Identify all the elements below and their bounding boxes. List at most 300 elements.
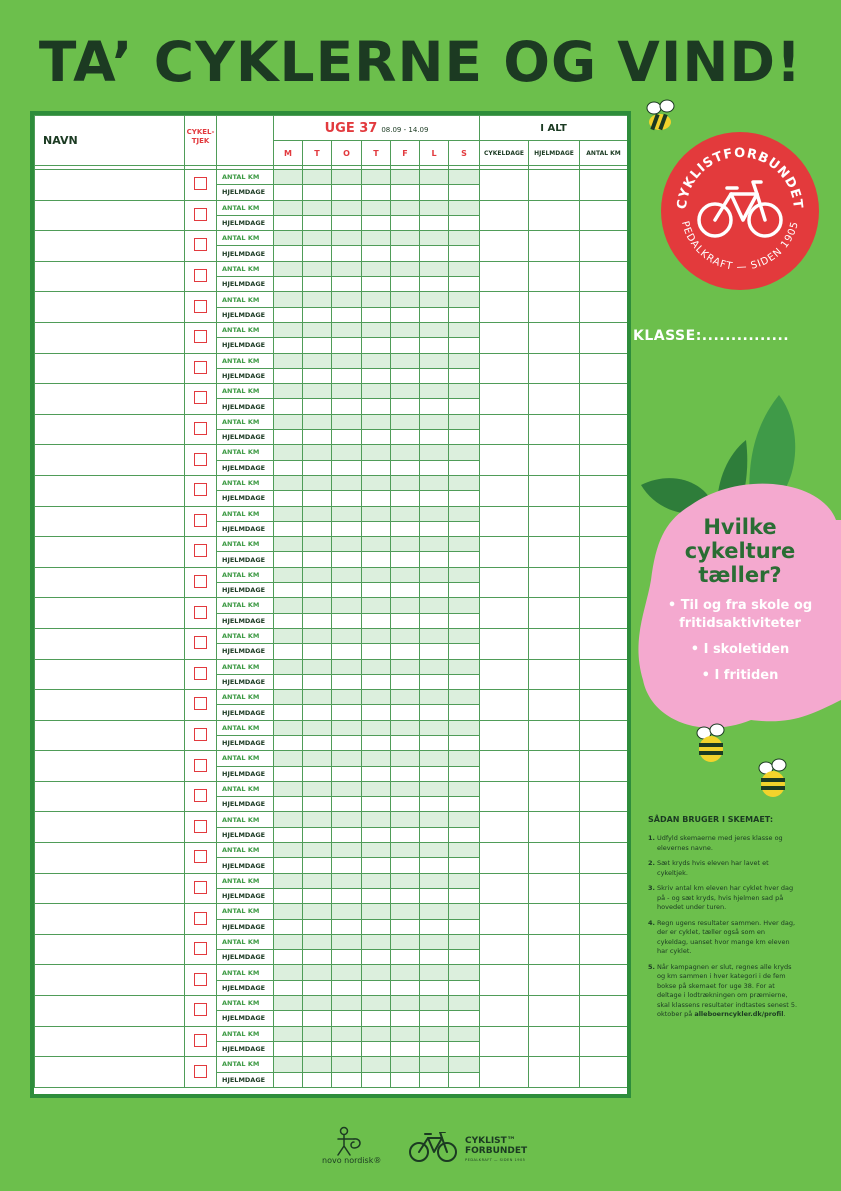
bike-check-checkbox[interactable]	[194, 606, 207, 619]
total-helmet-days-cell[interactable]	[529, 996, 580, 1027]
km-day-cell[interactable]	[391, 751, 420, 766]
student-name-cell[interactable]	[35, 598, 185, 629]
helmet-day-cell[interactable]	[391, 919, 420, 934]
helmet-day-cell[interactable]	[362, 613, 391, 628]
km-day-cell[interactable]	[274, 628, 303, 643]
helmet-day-cell[interactable]	[332, 491, 362, 506]
helmet-day-cell[interactable]	[449, 950, 480, 965]
helmet-day-cell[interactable]	[420, 644, 449, 659]
km-day-cell[interactable]	[420, 1026, 449, 1041]
student-name-cell[interactable]	[35, 904, 185, 935]
student-name-cell[interactable]	[35, 506, 185, 537]
helmet-day-cell[interactable]	[303, 1041, 332, 1056]
km-day-cell[interactable]	[303, 934, 332, 949]
bike-check-checkbox[interactable]	[194, 1003, 207, 1016]
km-day-cell[interactable]	[332, 445, 362, 460]
km-day-cell[interactable]	[391, 934, 420, 949]
km-day-cell[interactable]	[391, 384, 420, 399]
student-name-cell[interactable]	[35, 690, 185, 721]
total-bike-days-cell[interactable]	[480, 261, 529, 292]
helmet-day-cell[interactable]	[332, 858, 362, 873]
helmet-day-cell[interactable]	[449, 338, 480, 353]
km-day-cell[interactable]	[420, 781, 449, 796]
km-day-cell[interactable]	[303, 475, 332, 490]
km-day-cell[interactable]	[303, 812, 332, 827]
helmet-day-cell[interactable]	[274, 858, 303, 873]
km-day-cell[interactable]	[274, 231, 303, 246]
helmet-day-cell[interactable]	[303, 215, 332, 230]
helmet-day-cell[interactable]	[362, 1041, 391, 1056]
km-day-cell[interactable]	[449, 322, 480, 337]
km-day-cell[interactable]	[391, 506, 420, 521]
total-km-cell[interactable]	[580, 628, 627, 659]
helmet-day-cell[interactable]	[391, 399, 420, 414]
km-day-cell[interactable]	[362, 1026, 391, 1041]
km-day-cell[interactable]	[362, 751, 391, 766]
total-km-cell[interactable]	[580, 200, 627, 231]
km-day-cell[interactable]	[303, 751, 332, 766]
helmet-day-cell[interactable]	[274, 674, 303, 689]
km-day-cell[interactable]	[274, 720, 303, 735]
km-day-cell[interactable]	[420, 322, 449, 337]
student-name-cell[interactable]	[35, 996, 185, 1027]
km-day-cell[interactable]	[420, 904, 449, 919]
helmet-day-cell[interactable]	[303, 674, 332, 689]
km-day-cell[interactable]	[362, 781, 391, 796]
km-day-cell[interactable]	[449, 598, 480, 613]
helmet-day-cell[interactable]	[362, 980, 391, 995]
helmet-day-cell[interactable]	[303, 888, 332, 903]
helmet-day-cell[interactable]	[332, 950, 362, 965]
km-day-cell[interactable]	[332, 537, 362, 552]
total-helmet-days-cell[interactable]	[529, 904, 580, 935]
student-name-cell[interactable]	[35, 231, 185, 262]
km-day-cell[interactable]	[274, 261, 303, 276]
helmet-day-cell[interactable]	[362, 950, 391, 965]
bike-check-checkbox[interactable]	[194, 208, 207, 221]
helmet-day-cell[interactable]	[449, 827, 480, 842]
km-day-cell[interactable]	[391, 200, 420, 215]
total-km-cell[interactable]	[580, 720, 627, 751]
km-day-cell[interactable]	[420, 445, 449, 460]
helmet-day-cell[interactable]	[391, 888, 420, 903]
helmet-day-cell[interactable]	[274, 368, 303, 383]
helmet-day-cell[interactable]	[332, 399, 362, 414]
helmet-day-cell[interactable]	[362, 215, 391, 230]
helmet-day-cell[interactable]	[332, 277, 362, 292]
total-km-cell[interactable]	[580, 812, 627, 843]
km-day-cell[interactable]	[362, 720, 391, 735]
km-day-cell[interactable]	[274, 659, 303, 674]
km-day-cell[interactable]	[449, 934, 480, 949]
km-day-cell[interactable]	[391, 873, 420, 888]
helmet-day-cell[interactable]	[303, 430, 332, 445]
bike-check-checkbox[interactable]	[194, 728, 207, 741]
student-name-cell[interactable]	[35, 445, 185, 476]
km-day-cell[interactable]	[332, 475, 362, 490]
bike-check-checkbox[interactable]	[194, 300, 207, 313]
bike-check-checkbox[interactable]	[194, 483, 207, 496]
km-day-cell[interactable]	[362, 414, 391, 429]
helmet-day-cell[interactable]	[420, 1011, 449, 1026]
student-name-cell[interactable]	[35, 475, 185, 506]
helmet-day-cell[interactable]	[420, 674, 449, 689]
helmet-day-cell[interactable]	[332, 430, 362, 445]
helmet-day-cell[interactable]	[449, 888, 480, 903]
km-day-cell[interactable]	[332, 1026, 362, 1041]
km-day-cell[interactable]	[449, 751, 480, 766]
km-day-cell[interactable]	[332, 659, 362, 674]
helmet-day-cell[interactable]	[391, 674, 420, 689]
km-day-cell[interactable]	[420, 231, 449, 246]
helmet-day-cell[interactable]	[449, 185, 480, 200]
km-day-cell[interactable]	[420, 292, 449, 307]
helmet-day-cell[interactable]	[332, 613, 362, 628]
helmet-day-cell[interactable]	[391, 858, 420, 873]
helmet-day-cell[interactable]	[449, 613, 480, 628]
bike-check-checkbox[interactable]	[194, 1065, 207, 1078]
helmet-day-cell[interactable]	[362, 766, 391, 781]
helmet-day-cell[interactable]	[420, 460, 449, 475]
student-name-cell[interactable]	[35, 812, 185, 843]
helmet-day-cell[interactable]	[274, 705, 303, 720]
km-day-cell[interactable]	[332, 170, 362, 185]
km-day-cell[interactable]	[449, 843, 480, 858]
km-day-cell[interactable]	[391, 261, 420, 276]
km-day-cell[interactable]	[332, 690, 362, 705]
km-day-cell[interactable]	[420, 843, 449, 858]
student-name-cell[interactable]	[35, 720, 185, 751]
helmet-day-cell[interactable]	[420, 797, 449, 812]
helmet-day-cell[interactable]	[303, 980, 332, 995]
total-km-cell[interactable]	[580, 506, 627, 537]
helmet-day-cell[interactable]	[449, 583, 480, 598]
helmet-day-cell[interactable]	[362, 705, 391, 720]
km-day-cell[interactable]	[391, 598, 420, 613]
helmet-day-cell[interactable]	[420, 827, 449, 842]
km-day-cell[interactable]	[449, 292, 480, 307]
km-day-cell[interactable]	[449, 965, 480, 980]
total-km-cell[interactable]	[580, 843, 627, 874]
total-bike-days-cell[interactable]	[480, 475, 529, 506]
total-km-cell[interactable]	[580, 751, 627, 782]
km-day-cell[interactable]	[362, 506, 391, 521]
km-day-cell[interactable]	[449, 475, 480, 490]
helmet-day-cell[interactable]	[449, 735, 480, 750]
helmet-day-cell[interactable]	[391, 277, 420, 292]
helmet-day-cell[interactable]	[362, 1072, 391, 1087]
total-km-cell[interactable]	[580, 690, 627, 721]
helmet-day-cell[interactable]	[303, 583, 332, 598]
total-helmet-days-cell[interactable]	[529, 598, 580, 629]
total-helmet-days-cell[interactable]	[529, 292, 580, 323]
total-bike-days-cell[interactable]	[480, 873, 529, 904]
km-day-cell[interactable]	[449, 873, 480, 888]
helmet-day-cell[interactable]	[420, 735, 449, 750]
helmet-day-cell[interactable]	[303, 491, 332, 506]
helmet-day-cell[interactable]	[391, 766, 420, 781]
km-day-cell[interactable]	[391, 812, 420, 827]
km-day-cell[interactable]	[449, 720, 480, 735]
helmet-day-cell[interactable]	[420, 491, 449, 506]
total-bike-days-cell[interactable]	[480, 781, 529, 812]
km-day-cell[interactable]	[274, 475, 303, 490]
helmet-day-cell[interactable]	[303, 827, 332, 842]
total-helmet-days-cell[interactable]	[529, 934, 580, 965]
km-day-cell[interactable]	[420, 751, 449, 766]
helmet-day-cell[interactable]	[420, 368, 449, 383]
total-bike-days-cell[interactable]	[480, 751, 529, 782]
km-day-cell[interactable]	[420, 628, 449, 643]
km-day-cell[interactable]	[391, 781, 420, 796]
km-day-cell[interactable]	[362, 598, 391, 613]
helmet-day-cell[interactable]	[420, 705, 449, 720]
helmet-day-cell[interactable]	[274, 1041, 303, 1056]
helmet-day-cell[interactable]	[332, 583, 362, 598]
km-day-cell[interactable]	[449, 996, 480, 1011]
km-day-cell[interactable]	[362, 475, 391, 490]
bike-check-checkbox[interactable]	[194, 789, 207, 802]
student-name-cell[interactable]	[35, 965, 185, 996]
km-day-cell[interactable]	[420, 812, 449, 827]
km-day-cell[interactable]	[332, 934, 362, 949]
helmet-day-cell[interactable]	[274, 460, 303, 475]
class-field[interactable]: KLASSE:...............	[633, 328, 790, 344]
km-day-cell[interactable]	[449, 537, 480, 552]
km-day-cell[interactable]	[274, 445, 303, 460]
km-day-cell[interactable]	[274, 904, 303, 919]
km-day-cell[interactable]	[449, 445, 480, 460]
helmet-day-cell[interactable]	[449, 644, 480, 659]
helmet-day-cell[interactable]	[362, 246, 391, 261]
helmet-day-cell[interactable]	[303, 919, 332, 934]
helmet-day-cell[interactable]	[274, 735, 303, 750]
helmet-day-cell[interactable]	[449, 766, 480, 781]
km-day-cell[interactable]	[303, 261, 332, 276]
bike-check-checkbox[interactable]	[194, 667, 207, 680]
helmet-day-cell[interactable]	[332, 521, 362, 536]
km-day-cell[interactable]	[362, 322, 391, 337]
total-bike-days-cell[interactable]	[480, 353, 529, 384]
km-day-cell[interactable]	[449, 904, 480, 919]
helmet-day-cell[interactable]	[303, 1072, 332, 1087]
km-day-cell[interactable]	[274, 690, 303, 705]
km-day-cell[interactable]	[332, 781, 362, 796]
km-day-cell[interactable]	[362, 1057, 391, 1072]
km-day-cell[interactable]	[391, 537, 420, 552]
total-bike-days-cell[interactable]	[480, 506, 529, 537]
km-day-cell[interactable]	[274, 384, 303, 399]
total-bike-days-cell[interactable]	[480, 720, 529, 751]
km-day-cell[interactable]	[332, 751, 362, 766]
helmet-day-cell[interactable]	[303, 858, 332, 873]
bike-check-checkbox[interactable]	[194, 422, 207, 435]
total-bike-days-cell[interactable]	[480, 843, 529, 874]
helmet-day-cell[interactable]	[449, 1072, 480, 1087]
km-day-cell[interactable]	[303, 384, 332, 399]
helmet-day-cell[interactable]	[332, 552, 362, 567]
bike-check-checkbox[interactable]	[194, 881, 207, 894]
km-day-cell[interactable]	[332, 1057, 362, 1072]
helmet-day-cell[interactable]	[274, 919, 303, 934]
bike-check-checkbox[interactable]	[194, 942, 207, 955]
km-day-cell[interactable]	[420, 720, 449, 735]
km-day-cell[interactable]	[303, 873, 332, 888]
helmet-day-cell[interactable]	[332, 888, 362, 903]
helmet-day-cell[interactable]	[449, 246, 480, 261]
km-day-cell[interactable]	[303, 690, 332, 705]
helmet-day-cell[interactable]	[303, 307, 332, 322]
total-bike-days-cell[interactable]	[480, 231, 529, 262]
km-day-cell[interactable]	[420, 567, 449, 582]
helmet-day-cell[interactable]	[420, 185, 449, 200]
km-day-cell[interactable]	[332, 414, 362, 429]
helmet-day-cell[interactable]	[303, 735, 332, 750]
total-km-cell[interactable]	[580, 231, 627, 262]
km-day-cell[interactable]	[420, 996, 449, 1011]
km-day-cell[interactable]	[332, 200, 362, 215]
total-km-cell[interactable]	[580, 353, 627, 384]
km-day-cell[interactable]	[362, 873, 391, 888]
helmet-day-cell[interactable]	[274, 1011, 303, 1026]
total-km-cell[interactable]	[580, 904, 627, 935]
helmet-day-cell[interactable]	[449, 491, 480, 506]
km-day-cell[interactable]	[420, 690, 449, 705]
km-day-cell[interactable]	[332, 598, 362, 613]
km-day-cell[interactable]	[362, 690, 391, 705]
km-day-cell[interactable]	[420, 414, 449, 429]
helmet-day-cell[interactable]	[391, 491, 420, 506]
km-day-cell[interactable]	[332, 996, 362, 1011]
km-day-cell[interactable]	[391, 231, 420, 246]
helmet-day-cell[interactable]	[420, 521, 449, 536]
total-bike-days-cell[interactable]	[480, 598, 529, 629]
student-name-cell[interactable]	[35, 781, 185, 812]
student-name-cell[interactable]	[35, 873, 185, 904]
km-day-cell[interactable]	[362, 996, 391, 1011]
total-helmet-days-cell[interactable]	[529, 659, 580, 690]
km-day-cell[interactable]	[391, 1057, 420, 1072]
total-km-cell[interactable]	[580, 170, 627, 201]
km-day-cell[interactable]	[391, 170, 420, 185]
bike-check-checkbox[interactable]	[194, 636, 207, 649]
helmet-day-cell[interactable]	[274, 766, 303, 781]
helmet-day-cell[interactable]	[332, 185, 362, 200]
helmet-day-cell[interactable]	[303, 613, 332, 628]
km-day-cell[interactable]	[332, 567, 362, 582]
km-day-cell[interactable]	[274, 934, 303, 949]
total-helmet-days-cell[interactable]	[529, 720, 580, 751]
bike-check-checkbox[interactable]	[194, 759, 207, 772]
total-helmet-days-cell[interactable]	[529, 965, 580, 996]
helmet-day-cell[interactable]	[303, 338, 332, 353]
helmet-day-cell[interactable]	[362, 277, 391, 292]
total-bike-days-cell[interactable]	[480, 659, 529, 690]
helmet-day-cell[interactable]	[303, 705, 332, 720]
km-day-cell[interactable]	[449, 690, 480, 705]
helmet-day-cell[interactable]	[420, 950, 449, 965]
helmet-day-cell[interactable]	[303, 552, 332, 567]
total-bike-days-cell[interactable]	[480, 445, 529, 476]
student-name-cell[interactable]	[35, 170, 185, 201]
km-day-cell[interactable]	[274, 873, 303, 888]
km-day-cell[interactable]	[303, 659, 332, 674]
km-day-cell[interactable]	[332, 506, 362, 521]
total-km-cell[interactable]	[580, 659, 627, 690]
km-day-cell[interactable]	[303, 506, 332, 521]
total-km-cell[interactable]	[580, 1057, 627, 1088]
helmet-day-cell[interactable]	[391, 644, 420, 659]
km-day-cell[interactable]	[362, 200, 391, 215]
total-bike-days-cell[interactable]	[480, 996, 529, 1027]
total-km-cell[interactable]	[580, 292, 627, 323]
km-day-cell[interactable]	[391, 322, 420, 337]
total-bike-days-cell[interactable]	[480, 200, 529, 231]
helmet-day-cell[interactable]	[303, 1011, 332, 1026]
km-day-cell[interactable]	[274, 567, 303, 582]
bike-check-checkbox[interactable]	[194, 269, 207, 282]
km-day-cell[interactable]	[420, 965, 449, 980]
helmet-day-cell[interactable]	[391, 552, 420, 567]
helmet-day-cell[interactable]	[362, 552, 391, 567]
helmet-day-cell[interactable]	[303, 521, 332, 536]
km-day-cell[interactable]	[303, 567, 332, 582]
helmet-day-cell[interactable]	[362, 827, 391, 842]
km-day-cell[interactable]	[391, 690, 420, 705]
helmet-day-cell[interactable]	[274, 185, 303, 200]
km-day-cell[interactable]	[274, 751, 303, 766]
bike-check-checkbox[interactable]	[194, 575, 207, 588]
helmet-day-cell[interactable]	[449, 1041, 480, 1056]
helmet-day-cell[interactable]	[391, 735, 420, 750]
helmet-day-cell[interactable]	[332, 980, 362, 995]
total-helmet-days-cell[interactable]	[529, 567, 580, 598]
helmet-day-cell[interactable]	[391, 583, 420, 598]
helmet-day-cell[interactable]	[303, 368, 332, 383]
bike-check-checkbox[interactable]	[194, 330, 207, 343]
helmet-day-cell[interactable]	[303, 644, 332, 659]
km-day-cell[interactable]	[274, 322, 303, 337]
km-day-cell[interactable]	[391, 1026, 420, 1041]
km-day-cell[interactable]	[391, 414, 420, 429]
student-name-cell[interactable]	[35, 537, 185, 568]
helmet-day-cell[interactable]	[362, 460, 391, 475]
helmet-day-cell[interactable]	[420, 338, 449, 353]
km-day-cell[interactable]	[362, 567, 391, 582]
km-day-cell[interactable]	[391, 567, 420, 582]
student-name-cell[interactable]	[35, 414, 185, 445]
km-day-cell[interactable]	[332, 231, 362, 246]
total-bike-days-cell[interactable]	[480, 965, 529, 996]
student-name-cell[interactable]	[35, 751, 185, 782]
km-day-cell[interactable]	[274, 1057, 303, 1072]
km-day-cell[interactable]	[391, 445, 420, 460]
helmet-day-cell[interactable]	[420, 613, 449, 628]
km-day-cell[interactable]	[332, 965, 362, 980]
total-helmet-days-cell[interactable]	[529, 628, 580, 659]
km-day-cell[interactable]	[420, 659, 449, 674]
km-day-cell[interactable]	[449, 1057, 480, 1072]
helmet-day-cell[interactable]	[391, 705, 420, 720]
helmet-day-cell[interactable]	[274, 246, 303, 261]
helmet-day-cell[interactable]	[362, 797, 391, 812]
total-km-cell[interactable]	[580, 567, 627, 598]
total-km-cell[interactable]	[580, 475, 627, 506]
total-bike-days-cell[interactable]	[480, 690, 529, 721]
helmet-day-cell[interactable]	[391, 1011, 420, 1026]
km-day-cell[interactable]	[274, 292, 303, 307]
helmet-day-cell[interactable]	[391, 950, 420, 965]
